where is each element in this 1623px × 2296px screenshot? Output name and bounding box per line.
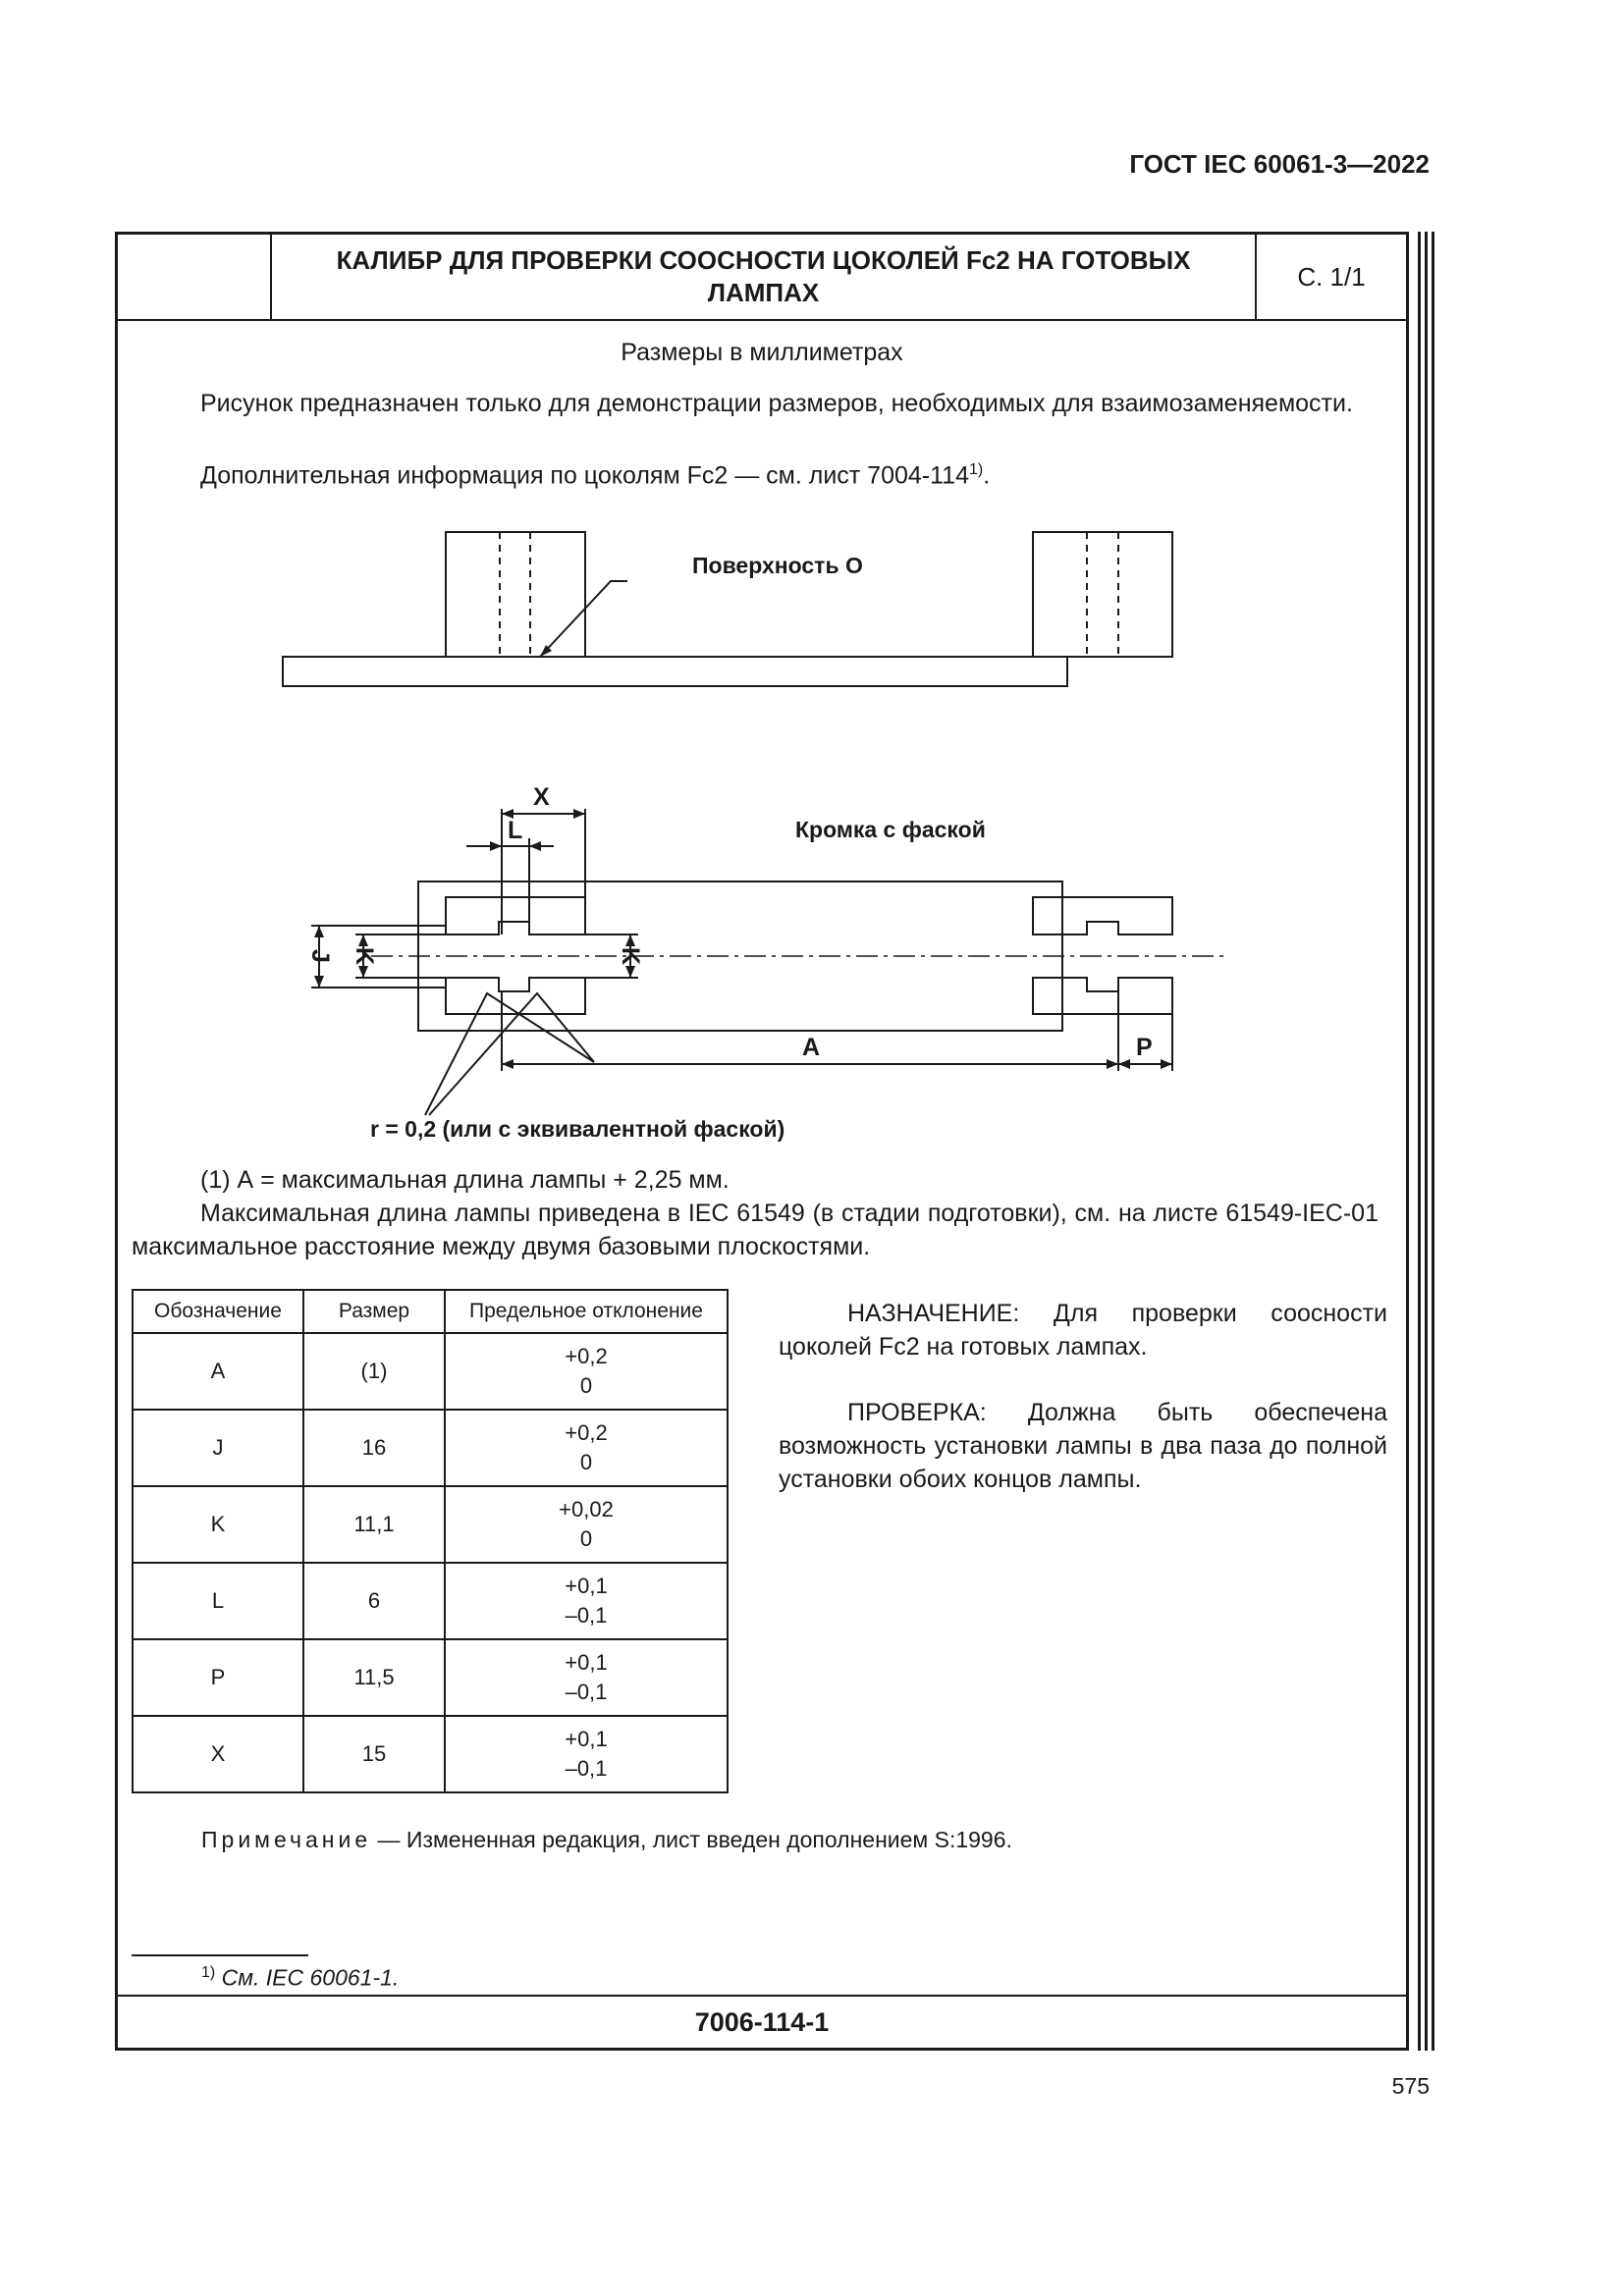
footnote-mark: 1) bbox=[201, 1964, 216, 1981]
tolerance-lower: 0 bbox=[579, 1526, 593, 1551]
dim-x-label: X bbox=[533, 783, 550, 811]
dim-l-label: L bbox=[508, 817, 523, 844]
cell-designation: X bbox=[133, 1716, 303, 1792]
cell-tolerance bbox=[445, 1410, 728, 1486]
col-size: Размер bbox=[303, 1290, 445, 1333]
right-lower-slot bbox=[1033, 978, 1172, 1014]
tolerance-upper: +0,1 bbox=[565, 1650, 608, 1675]
tolerance-upper: +0,2 bbox=[565, 1420, 608, 1445]
right-upper-slot bbox=[1033, 897, 1172, 934]
cell-size: 15 bbox=[303, 1716, 445, 1792]
table-row bbox=[133, 1486, 728, 1563]
sheet-frame bbox=[115, 232, 1409, 2051]
note-a-paragraph: (1) А = максимальная длина лампы + 2,25 мм. bbox=[200, 1166, 730, 1194]
intro-paragraph: Рисунок предназначен только для демонстрации размеров, необходимых для взаимозаменяемости. bbox=[200, 390, 1353, 417]
tolerance-upper: +0,2 bbox=[565, 1344, 608, 1368]
tolerance-upper: +0,1 bbox=[565, 1574, 608, 1598]
table-row bbox=[133, 1563, 728, 1639]
page-number: 575 bbox=[1391, 2073, 1430, 2099]
cell-designation: P bbox=[133, 1639, 303, 1716]
tolerance-upper: +0,02 bbox=[559, 1497, 614, 1522]
gauge-top-outline bbox=[418, 881, 1062, 1031]
cell-size: 11,5 bbox=[303, 1639, 445, 1716]
note-max-paragraph: Максимальная длина лампы приведена в IEC 61549 (в стадии подготовки), см. на листе 61549-IEC-01 максимальное расстояние между двумя базовыми плоскостями. bbox=[132, 1200, 1379, 1260]
check-text: ПРОВЕРКА: Должна быть обеспечена возможность установки лампы в два паза до полной установки обоих концов лампы. bbox=[779, 1399, 1387, 1493]
cell-designation: А bbox=[133, 1333, 303, 1410]
radius-label: r = 0,2 (или с эквивалентной фаской) bbox=[370, 1116, 785, 1142]
tolerance-lower: 0 bbox=[579, 1450, 593, 1474]
sheet-note bbox=[201, 1827, 1012, 1853]
dim-a-label: A bbox=[802, 1034, 821, 1061]
frame-rule-3 bbox=[1432, 232, 1434, 2051]
note-text: — Измененная редакция, лист введен дополнением S:1996. bbox=[371, 1827, 1012, 1852]
tolerance-lower: –0,1 bbox=[565, 1756, 608, 1781]
cell-tolerance bbox=[445, 1333, 728, 1410]
gauge-drawing bbox=[118, 235, 1406, 1226]
dim-p-label: P bbox=[1136, 1034, 1153, 1061]
tolerance-lower: 0 bbox=[579, 1373, 593, 1398]
table-row bbox=[133, 1410, 728, 1486]
frame-rule-1 bbox=[1418, 232, 1421, 2051]
tolerance-lower: –0,1 bbox=[565, 1603, 608, 1628]
surface-leader bbox=[540, 581, 627, 657]
cell-tolerance bbox=[445, 1639, 728, 1716]
gauge-right-block bbox=[1033, 532, 1172, 657]
table-header-row bbox=[133, 1290, 728, 1333]
cell-size: 6 bbox=[303, 1563, 445, 1639]
footnote-ref: 1) bbox=[968, 461, 984, 478]
units-note: Размеры в миллиметрах bbox=[621, 339, 903, 366]
sheet-number: 7006-114-1 bbox=[118, 1995, 1406, 2048]
gauge-left-block bbox=[446, 532, 585, 657]
cell-size: 11,1 bbox=[303, 1486, 445, 1563]
radius-leader-2 bbox=[429, 993, 594, 1115]
frame-rule-2 bbox=[1425, 232, 1428, 2051]
cell-size: 16 bbox=[303, 1410, 445, 1486]
footnote-text: См. IEC 60061-1. bbox=[221, 1964, 400, 1991]
cell-size: (1) bbox=[303, 1333, 445, 1410]
tolerance-lower: –0,1 bbox=[565, 1680, 608, 1704]
gauge-base-plate bbox=[283, 657, 1067, 686]
document-code: ГОСТ IEC 60061-3—2022 bbox=[1129, 149, 1430, 179]
surface-label: Поверхность О bbox=[692, 553, 863, 578]
table-row bbox=[133, 1333, 728, 1410]
footnote bbox=[201, 1964, 399, 1992]
table-row bbox=[133, 1716, 728, 1792]
dim-j-label: J bbox=[306, 949, 334, 963]
cell-designation: J bbox=[133, 1410, 303, 1486]
note-label: Примечание bbox=[201, 1827, 372, 1852]
sheet-title: КАЛИБР ДЛЯ ПРОВЕРКИ СООСНОСТИ ЦОКОЛЕЙ Fc2 НА ГОТОВЫХ ЛАМПАХ bbox=[336, 245, 1191, 307]
footnote-divider bbox=[132, 1954, 308, 1956]
dimensions-table bbox=[132, 1289, 729, 1793]
col-designation: Обозначение bbox=[133, 1290, 303, 1333]
cell-tolerance bbox=[445, 1716, 728, 1792]
edge-label: Кромка с фаской bbox=[795, 817, 986, 842]
extra-info-text: Дополнительная информация по цоколям Fc2 — см. лист 7004-114 bbox=[200, 461, 969, 490]
cell-designation: L bbox=[133, 1563, 303, 1639]
left-lower-slot bbox=[446, 978, 585, 1014]
extra-info-paragraph: Дополнительная информация по цоколям Fc2 — см. лист 7004-114$^{1)}$. bbox=[200, 461, 991, 490]
purpose-text: НАЗНАЧЕНИЕ: Для проверки соосности цоколей Fc2 на готовых лампах. bbox=[779, 1300, 1387, 1361]
dim-k-right-label: K bbox=[617, 946, 644, 966]
sheet-page: С. 1/1 bbox=[1255, 235, 1406, 319]
cell-designation: K bbox=[133, 1486, 303, 1563]
dim-k-left-label: K bbox=[351, 946, 378, 966]
tolerance-upper: +0,1 bbox=[565, 1727, 608, 1751]
cell-tolerance bbox=[445, 1486, 728, 1563]
table-row bbox=[133, 1639, 728, 1716]
left-upper-slot bbox=[446, 897, 585, 934]
col-tolerance: Предельное отклонение bbox=[445, 1290, 728, 1333]
cell-tolerance bbox=[445, 1563, 728, 1639]
radius-leader-1 bbox=[425, 993, 594, 1115]
